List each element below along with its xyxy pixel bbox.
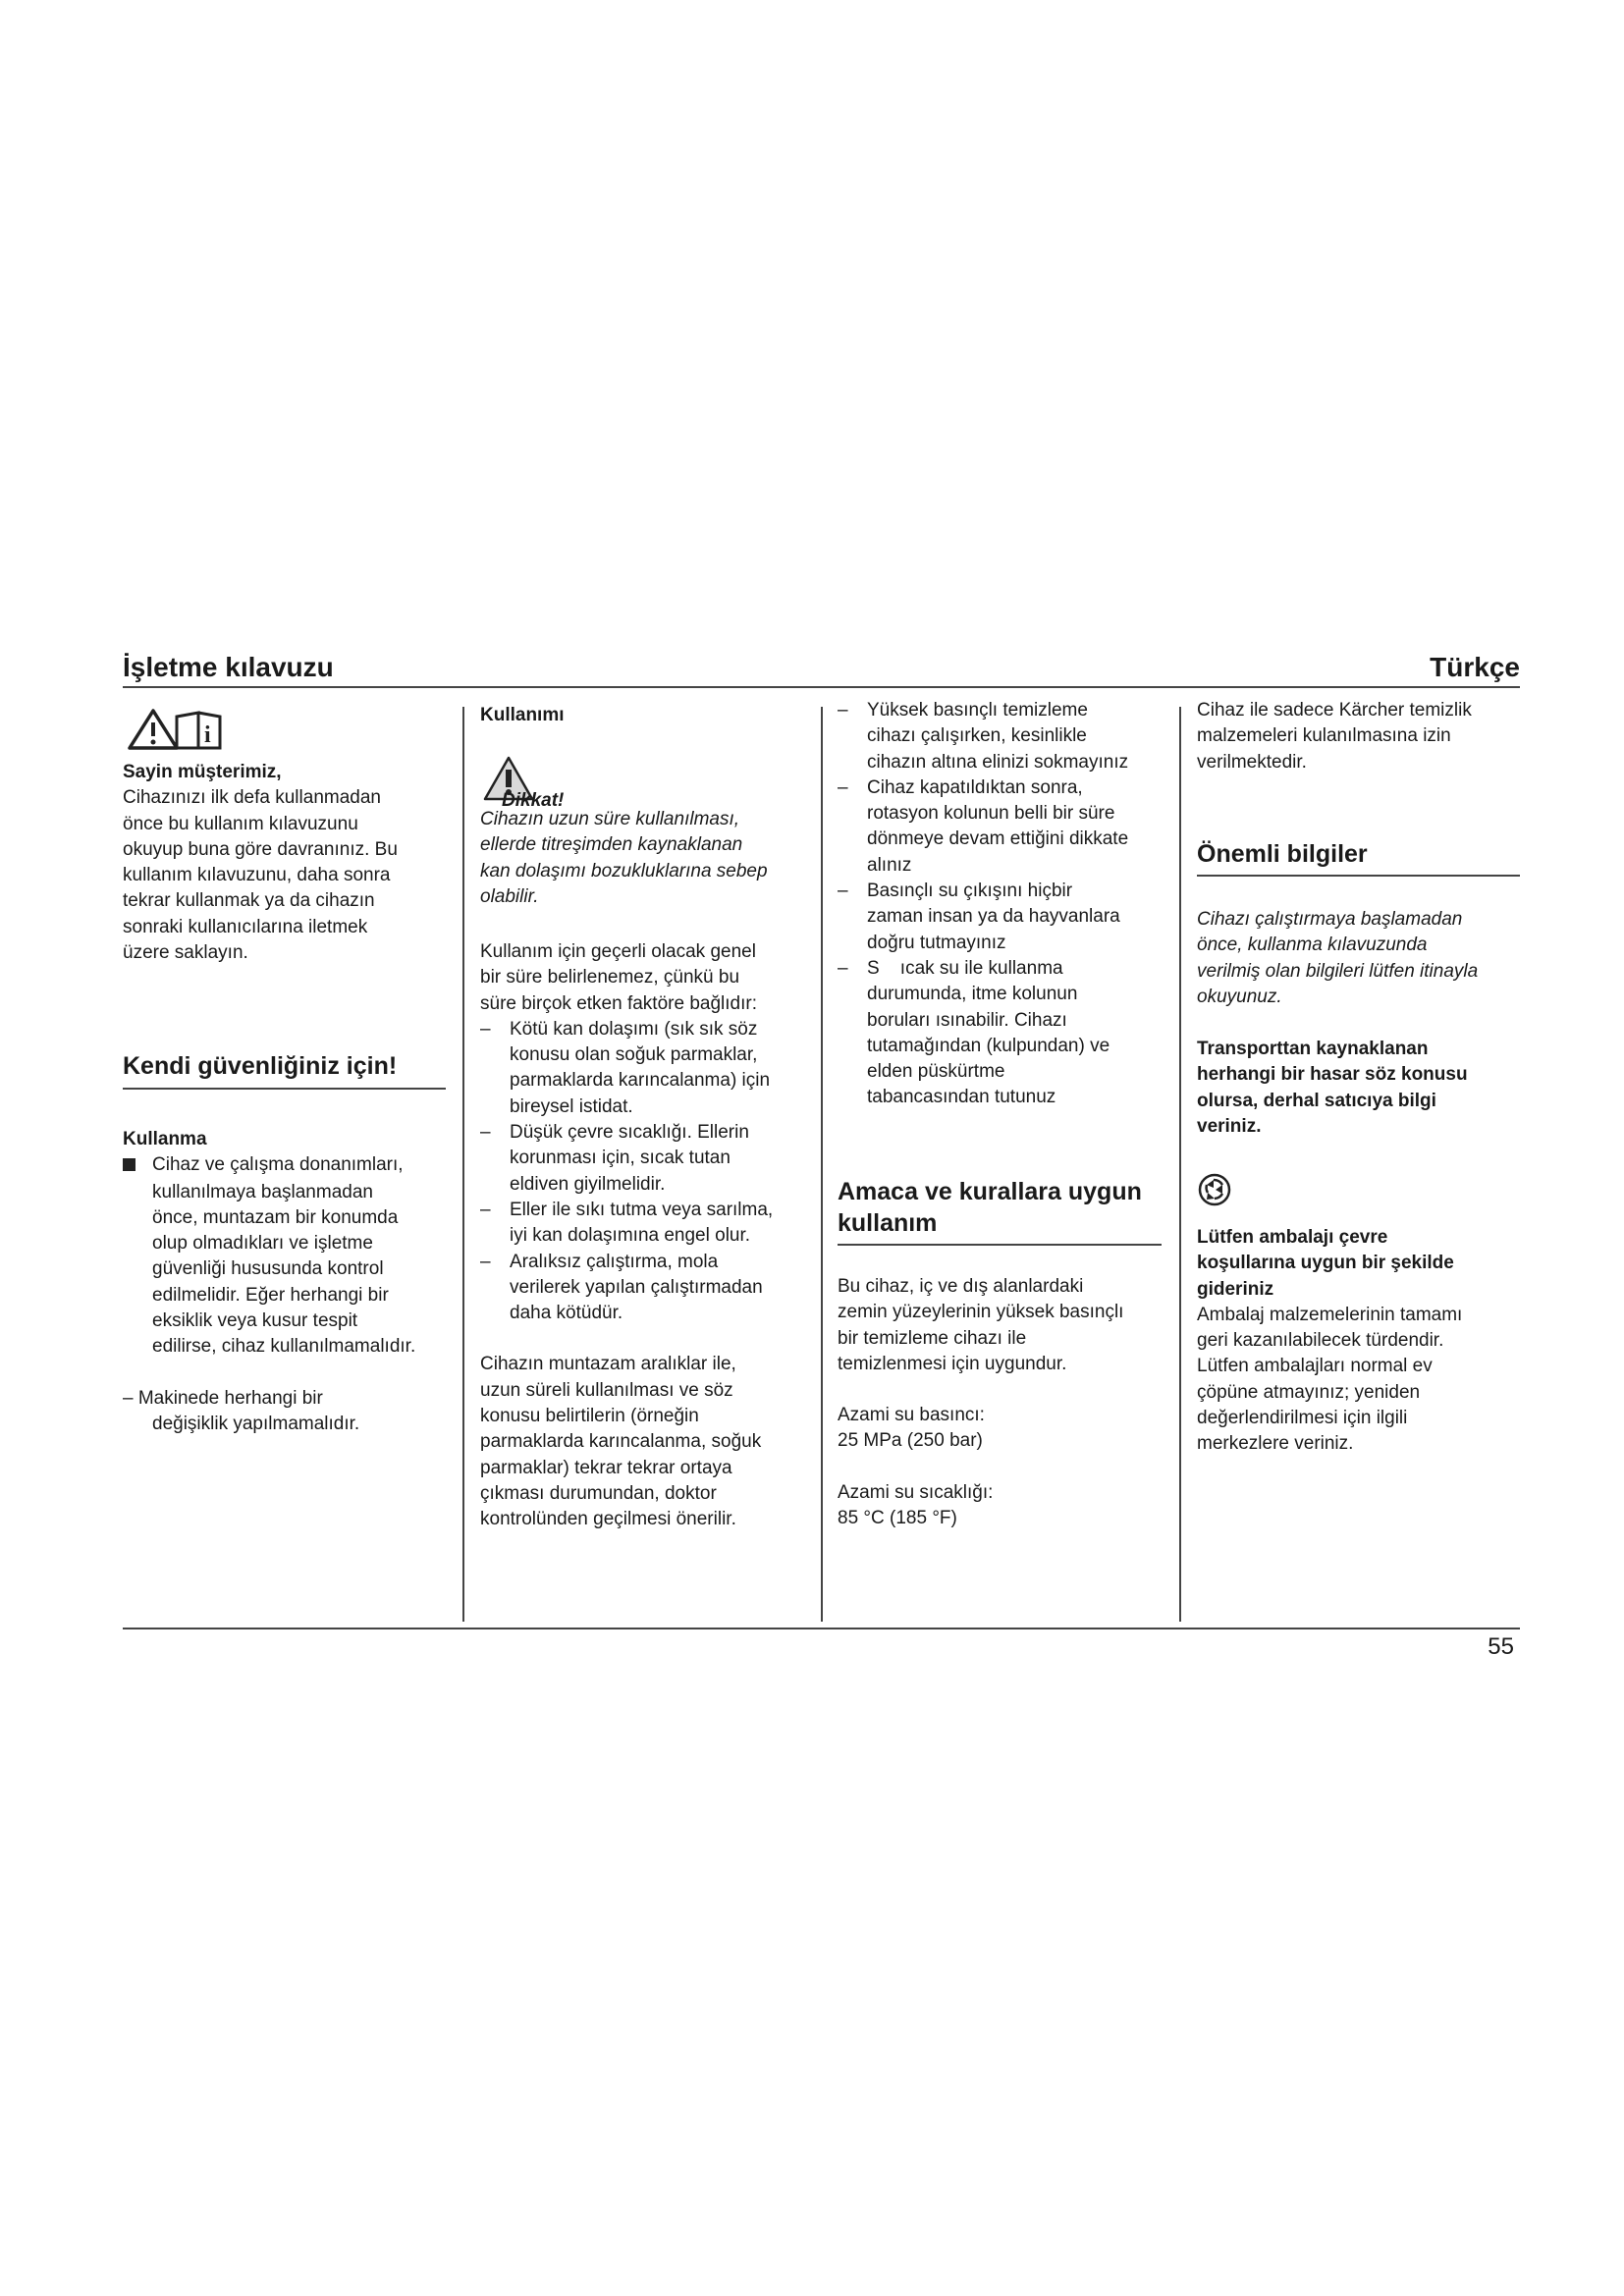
factor-line: korunması için, sıcak tutan — [510, 1148, 731, 1169]
transport-line: olursa, derhal satıcıya bilgi — [1197, 1090, 1436, 1111]
factor-line: konusu olan soğuk parmaklar, — [510, 1044, 758, 1066]
intended-use-heading — [838, 1176, 1171, 1239]
section-rule — [838, 1244, 1162, 1246]
temperature-value: 85 °C (185 °F) — [838, 1508, 957, 1529]
body-line: bir temizleme cihazı ile — [838, 1327, 1027, 1349]
caution-line: kan dolaşımı bozukluklarına sebep — [480, 860, 768, 881]
factor-line: daha kötüdür. — [510, 1303, 623, 1324]
factor-line: bireysel istidat. — [510, 1095, 633, 1117]
bullet-text: Cihaz ve çalışma donanımları, — [152, 1154, 404, 1176]
bullet-line: kullanılmaya başlanmadan — [152, 1181, 373, 1202]
packaging-line: merkezlere veriniz. — [1197, 1433, 1354, 1455]
body-line: temizlenmesi için uygundur. — [838, 1353, 1067, 1374]
column-title: Kullanımı — [480, 705, 565, 725]
warning-line: S ıcak su ile kullanma — [867, 957, 1063, 979]
caution-line: olabilir. — [480, 885, 539, 907]
greeting-line: Cihazınızı ilk defa kullanmadan — [123, 787, 381, 809]
body-line: Bu cihaz, iç ve dış alanlardaki — [838, 1276, 1084, 1297]
section-rule — [1197, 875, 1520, 877]
factor-item: – Eller ile sıkı tutma veya sarılma, iyi kan dolaşımına engel olur. — [480, 1198, 814, 1250]
warning-line: tutamağından (kulpundan) ve — [867, 1035, 1110, 1056]
caution-line: Cihazın uzun süre kullanılması, — [480, 809, 740, 829]
closing-line: Cihazın muntazam aralıklar ile, — [480, 1354, 736, 1375]
warning-line: rotasyon kolunun belli bir süre — [867, 803, 1115, 825]
greeting-line: okuyup buna göre davranınız. Bu — [123, 838, 398, 860]
intro-line: bir süre belirlenemez, çünkü bu — [480, 967, 740, 988]
heading-line: Amaca ve kurallara uygun — [838, 1178, 1142, 1205]
accessory-note — [1197, 698, 1521, 775]
intro-line: süre birçok etken faktöre bağlıdır: — [480, 992, 757, 1014]
warning-line: Basınçlı su çıkışını hiçbir — [867, 881, 1073, 902]
packaging-line: Lütfen ambalajları normal ev — [1197, 1356, 1433, 1377]
page-number: 55 — [1488, 1633, 1514, 1660]
closing-line: çıkması durumundan, doktor — [480, 1482, 717, 1504]
factor-line: iyi kan dolaşımına engel olur. — [510, 1225, 751, 1247]
packaging-line: değerlendirilmesi için ilgili — [1197, 1408, 1408, 1429]
closing-line: uzun süreli kullanılması ve söz — [480, 1379, 733, 1401]
packaging-title-line: gideriniz — [1197, 1278, 1274, 1300]
warning-line: boruları ısınabilir. Cihazı — [867, 1009, 1067, 1031]
column-divider — [821, 707, 823, 1622]
warning-line: durumunda, itme kolunun — [867, 984, 1078, 1005]
intro-line: Kullanım için geçerli olacak genel — [480, 941, 756, 962]
greeting-title: Sayin müşterimiz, — [123, 762, 282, 782]
greeting-line: kullanım kılavuzunu, daha sonra — [123, 865, 391, 886]
warning-line: tabancasından tutunuz — [867, 1087, 1056, 1108]
section-rule — [123, 1088, 446, 1090]
pressure-value: 25 MPa (250 bar) — [838, 1430, 983, 1452]
info-line: okuyunuz. — [1197, 986, 1282, 1007]
packaging-line: çöpüne atmayınız; yeniden — [1197, 1381, 1421, 1403]
greeting-line: sonraki kullanıcılarına iletmek — [123, 916, 368, 937]
closing-line: parmaklarda karıncalanma, soğuk — [480, 1431, 762, 1453]
warning-item: – Basınçlı su çıkışını hiçbir zaman insan ya da hayvanlara doğru tutmayınız — [838, 879, 1171, 956]
closing-line: parmaklar) tekrar tekrar ortaya — [480, 1457, 732, 1478]
factor-line: Kötü kan dolaşımı (sık sık söz — [510, 1018, 758, 1040]
bullet-line: güvenliği hususunda kontrol — [152, 1258, 384, 1280]
usage-bullet — [123, 1152, 457, 1179]
important-info-heading: Önemli bilgiler — [1197, 840, 1368, 868]
warning-manual-icons — [126, 705, 224, 757]
greeting-line: tekrar kullanmak ya da cihazın — [123, 890, 375, 912]
usage-title: Kullanma — [123, 1129, 207, 1149]
warning-line: Cihaz kapatıldıktan sonra, — [867, 776, 1083, 798]
caution-line: ellerde titreşimden kaynaklanan — [480, 834, 743, 856]
safety-heading: Kendi güvenliğiniz için! — [123, 1052, 398, 1080]
factor-item: – Aralıksız çalıştırma, mola verilerek yapılan çalıştırmadan daha kötüdür. — [480, 1250, 814, 1327]
transport-line: veriniz. — [1197, 1115, 1262, 1137]
warning-line: Yüksek basınçlı temizleme — [867, 700, 1088, 721]
body-line: zemin yüzeylerinin yüksek basınçlı — [838, 1302, 1124, 1323]
warning-item: – Cihaz kapatıldıktan sonra, rotasyon kolunun belli bir süre dönmeye devam ettiğini dikkate alınız — [838, 775, 1171, 879]
warning-line: elden püskürtme — [867, 1061, 1005, 1083]
transport-line: Transporttan kaynaklanan — [1197, 1039, 1429, 1059]
transport-line: herhangi bir hasar söz konusu — [1197, 1064, 1468, 1086]
recycling-icon — [1197, 1172, 1232, 1212]
factor-line: parmaklarda karıncalanma) için — [510, 1070, 771, 1092]
bullet-square-icon — [123, 1158, 135, 1171]
usage-section — [123, 1127, 457, 1437]
column-divider — [1179, 707, 1181, 1622]
factor-line: Eller ile sıkı tutma veya sarılma, — [510, 1199, 774, 1220]
safety-warnings — [838, 698, 1171, 1111]
info-line: önce, kullanma kılavuzunda — [1197, 934, 1428, 956]
factor-line: eldiven giyilmelidir. — [510, 1173, 666, 1195]
note-line: Cihaz ile sadece Kärcher temizlik — [1197, 700, 1472, 721]
warning-line: cihazı çalışırken, kesinlikle — [867, 725, 1087, 747]
closing-line: kontrolünden geçilmesi önerilir. — [480, 1509, 736, 1530]
greeting-line: önce bu kullanım kılavuzunu — [123, 813, 358, 834]
note-line: verilmektedir. — [1197, 751, 1307, 773]
pressure-label: Azami su basıncı: — [838, 1405, 985, 1426]
warning-line: cihazın altına elinizi sokmayınız — [867, 751, 1129, 773]
packaging-title-line: Lütfen ambalajı çevre — [1197, 1227, 1388, 1248]
warning-line: dönmeye devam ettiğini dikkate — [867, 828, 1129, 850]
warning-item: – Yüksek basınçlı temizleme cihazı çalışırken, kesinlikle cihazın altına elinizi sokmayınız — [838, 698, 1171, 775]
factor-line: verilerek yapılan çalıştırmadan — [510, 1276, 763, 1298]
modification-note: – Makinede herhangi bir — [123, 1387, 323, 1409]
svg-text:i: i — [204, 722, 211, 748]
factor-line: Aralıksız çalıştırma, mola — [510, 1251, 719, 1272]
bullet-line: edilmelidir. Eğer herhangi bir — [152, 1284, 389, 1306]
transport-damage-note — [1197, 1037, 1521, 1140]
usage-duration-section — [480, 703, 809, 728]
bullet-line: olup olmadıkları ve işletme — [152, 1233, 373, 1255]
packaging-line: Ambalaj malzemelerinin tamamı — [1197, 1304, 1463, 1325]
heading-line: kullanım — [838, 1209, 938, 1237]
factor-item: – Düşük çevre sıcaklığı. Ellerin korunması için, sıcak tutan eldiven giyilmelidir. — [480, 1120, 814, 1198]
caution-label: Dikkat! — [502, 790, 565, 811]
factor-line: Düşük çevre sıcaklığı. Ellerin — [510, 1122, 749, 1144]
packaging-title-line: koşullarına uygun bir şekilde — [1197, 1253, 1454, 1274]
modification-note-cont: değişiklik yapılmamalıdır. — [152, 1413, 360, 1434]
packaging-section — [1197, 1225, 1521, 1458]
bullet-line: edilirse, cihaz kullanılmamalıdır. — [152, 1336, 416, 1358]
factor-item: – Kötü kan dolaşımı (sık sık söz konusu olan soğuk parmaklar, parmaklarda karıncalanma) için bireysel istidat. — [480, 1017, 814, 1120]
warning-item: – S ıcak su ile kullanma durumunda, itme kolunun boruları ısınabilir. Cihazı tutamağından (kulpundan) ve elden püskürtme tabancasından tutunuz — [838, 956, 1171, 1111]
greeting-line: üzere saklayın. — [123, 942, 248, 964]
header-rule — [123, 686, 1520, 688]
usage-intro — [480, 939, 814, 1533]
caution-text — [480, 807, 814, 910]
info-line: Cihazı çalıştırmaya başlamadan — [1197, 909, 1463, 930]
language-label: Türkçe — [1430, 652, 1520, 682]
note-line: malzemeleri kulanılmasına izin — [1197, 725, 1451, 747]
warning-line: zaman insan ya da hayvanlara — [867, 906, 1120, 928]
bullet-line: eksiklik veya kusur tespit — [152, 1310, 358, 1332]
greeting-section — [123, 760, 452, 966]
temperature-label: Azami su sıcaklığı: — [838, 1481, 994, 1503]
bullet-line: önce, muntazam bir konumda — [152, 1206, 399, 1228]
important-info-text — [1197, 907, 1521, 1010]
warning-line: alınız — [867, 854, 912, 876]
packaging-line: geri kazanılabilecek türdendir. — [1197, 1330, 1444, 1352]
document-title: İşletme kılavuzu — [123, 652, 334, 682]
column-divider — [462, 707, 464, 1622]
info-line: verilmiş olan bilgileri lütfen itinayla — [1197, 960, 1479, 982]
intended-use-body — [838, 1274, 1171, 1531]
closing-line: konusu belirtilerin (örneğin — [480, 1406, 699, 1427]
footer-rule — [123, 1628, 1520, 1629]
warning-triangle-icon — [126, 705, 224, 752]
warning-line: doğru tutmayınız — [867, 932, 1006, 953]
